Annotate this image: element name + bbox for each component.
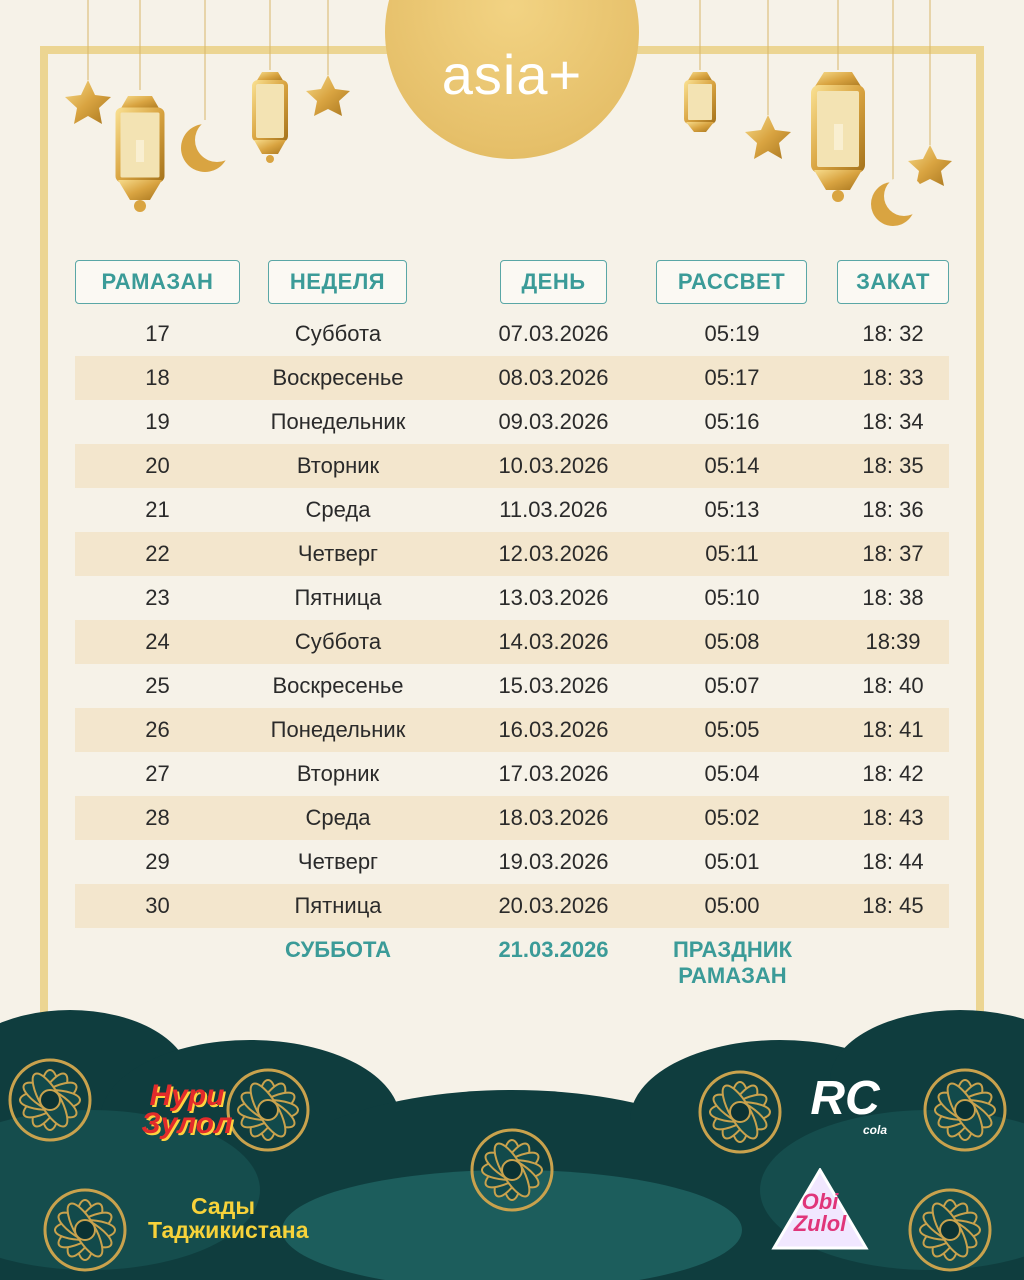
- table-row: [75, 576, 949, 620]
- mandala-icon: [700, 1072, 780, 1152]
- table-row: [75, 312, 949, 356]
- table-row: [75, 664, 949, 708]
- lantern-icon: [814, 72, 862, 202]
- ramazan-day: 30: [145, 893, 170, 918]
- sunset-time: 18: 36: [862, 497, 924, 522]
- sunset-time: 18: 44: [862, 849, 924, 874]
- date: 14.03.2026: [498, 629, 609, 654]
- mandala-icon: [472, 1130, 552, 1210]
- sunset-time: 18: 42: [862, 761, 924, 786]
- holiday-label-line2: РАМАЗАН: [678, 963, 787, 988]
- sunset-time: 18: 35: [862, 453, 924, 478]
- weekday: Четверг: [297, 849, 379, 874]
- weekday: Суббота: [294, 321, 382, 346]
- sunset-time: 18: 33: [862, 365, 924, 390]
- weekday: Среда: [305, 805, 371, 830]
- sunrise-time: 05:11: [705, 541, 759, 566]
- weekday: Вторник: [296, 453, 380, 478]
- ramazan-day: 29: [145, 849, 170, 874]
- weekday: Пятница: [294, 893, 382, 918]
- asia-plus-logo: asia+: [441, 43, 583, 106]
- weekday: Понедельник: [270, 409, 406, 434]
- schedule-table: [75, 312, 949, 928]
- date: 16.03.2026: [498, 717, 609, 742]
- star-icon: [745, 115, 791, 159]
- mandala-icon: [10, 1060, 90, 1140]
- date: 10.03.2026: [498, 453, 609, 478]
- sunrise-time: 05:13: [704, 497, 760, 522]
- holiday-date: 21.03.2026: [498, 937, 609, 962]
- sunrise-time: 05:19: [704, 321, 760, 346]
- date: 18.03.2026: [498, 805, 609, 830]
- lantern-icon: [686, 72, 714, 132]
- weekday: Вторник: [296, 761, 380, 786]
- rc-cola-logo: RC cola: [810, 1072, 887, 1137]
- sunrise-time: 05:00: [704, 893, 760, 918]
- ramazan-day: 20: [145, 453, 170, 478]
- sunrise-time: 05:04: [704, 761, 760, 786]
- weekday: Понедельник: [270, 717, 406, 742]
- table-row: [75, 400, 949, 444]
- ramazan-day: 17: [145, 321, 170, 346]
- sunset-time: 18: 45: [862, 893, 924, 918]
- ramazan-day: 27: [145, 761, 170, 786]
- sunrise-time: 05:08: [704, 629, 760, 654]
- star-icon: [65, 80, 111, 124]
- date: 17.03.2026: [498, 761, 609, 786]
- nuri-zulol-logo: Нури Зулол: [141, 1079, 233, 1140]
- header-ramazan: РАМАЗАН: [75, 260, 240, 304]
- holiday-label: [640, 937, 825, 989]
- weekday: Среда: [305, 497, 371, 522]
- sunrise-time: 05:07: [704, 673, 760, 698]
- sunrise-time: 05:05: [704, 717, 760, 742]
- star-icon: [306, 75, 350, 116]
- lantern-icon: [254, 72, 286, 163]
- mandala-icon: [45, 1190, 125, 1270]
- header-sunset: ЗАКАТ: [837, 260, 949, 304]
- table-row: [75, 620, 949, 664]
- sunset-time: 18: 34: [862, 409, 924, 434]
- date: 13.03.2026: [498, 585, 609, 610]
- weekday: Суббота: [294, 629, 382, 654]
- sunset-time: 18: 38: [862, 585, 924, 610]
- header-sunrise: РАССВЕТ: [656, 260, 807, 304]
- ramazan-day: 22: [145, 541, 170, 566]
- ramazan-day: 19: [145, 409, 170, 434]
- sunset-time: 18: 41: [862, 717, 924, 742]
- table-row: [75, 752, 949, 796]
- mandala-icon: [910, 1190, 990, 1270]
- date: 12.03.2026: [498, 541, 609, 566]
- table-row: [75, 356, 949, 400]
- date: 11.03.2026: [499, 497, 608, 522]
- date: 19.03.2026: [498, 849, 609, 874]
- sunrise-time: 05:01: [704, 849, 760, 874]
- ramazan-day: 18: [145, 365, 170, 390]
- sunrise-time: 05:10: [704, 585, 760, 610]
- weekday: Четверг: [297, 541, 379, 566]
- sunset-time: 18: 32: [862, 321, 924, 346]
- table-row: [75, 444, 949, 488]
- sunrise-time: 05:02: [704, 805, 760, 830]
- table-row: [75, 488, 949, 532]
- sady-tajikistana-logo: Сады Таджикистана: [148, 1193, 309, 1243]
- ramazan-day: 28: [145, 805, 170, 830]
- ramazan-day: 25: [145, 673, 170, 698]
- weekday: Воскресенье: [272, 365, 404, 390]
- sunset-time: 18: 40: [862, 673, 924, 698]
- table-row: [75, 840, 949, 884]
- holiday-row: [0, 935, 1024, 991]
- table-header: [0, 260, 1024, 304]
- lantern-icon: [118, 96, 162, 212]
- ramazan-day: 23: [145, 585, 170, 610]
- table-row: [75, 708, 949, 752]
- holiday-label-line1: ПРАЗДНИК: [672, 937, 793, 962]
- sunset-time: 18: 37: [862, 541, 924, 566]
- sunrise-time: 05:17: [704, 365, 760, 390]
- sunrise-time: 05:16: [704, 409, 760, 434]
- table-row: [75, 532, 949, 576]
- date: 15.03.2026: [498, 673, 609, 698]
- obi-zulol-logo: Obi Zulol: [770, 1168, 870, 1258]
- table-row: [75, 884, 949, 928]
- sunrise-time: 05:14: [704, 453, 760, 478]
- top-decorations: [0, 0, 1024, 260]
- weekday: Пятница: [294, 585, 382, 610]
- ramazan-day: 24: [145, 629, 170, 654]
- date: 20.03.2026: [498, 893, 609, 918]
- crescent-moon-icon: [871, 176, 924, 226]
- date: 07.03.2026: [498, 321, 609, 346]
- date: 09.03.2026: [498, 409, 609, 434]
- table-row: [75, 796, 949, 840]
- date: 08.03.2026: [498, 365, 609, 390]
- sunset-time: 18:39: [865, 629, 921, 654]
- holiday-weekday: СУББОТА: [285, 937, 391, 962]
- header-week: НЕДЕЛЯ: [268, 260, 407, 304]
- ramazan-day: 26: [145, 717, 170, 742]
- ramazan-day: 21: [145, 497, 170, 522]
- weekday: Воскресенье: [272, 673, 404, 698]
- header-day: ДЕНЬ: [500, 260, 607, 304]
- crescent-moon-icon: [181, 118, 239, 172]
- sunset-time: 18: 43: [862, 805, 924, 830]
- mandala-icon: [925, 1070, 1005, 1150]
